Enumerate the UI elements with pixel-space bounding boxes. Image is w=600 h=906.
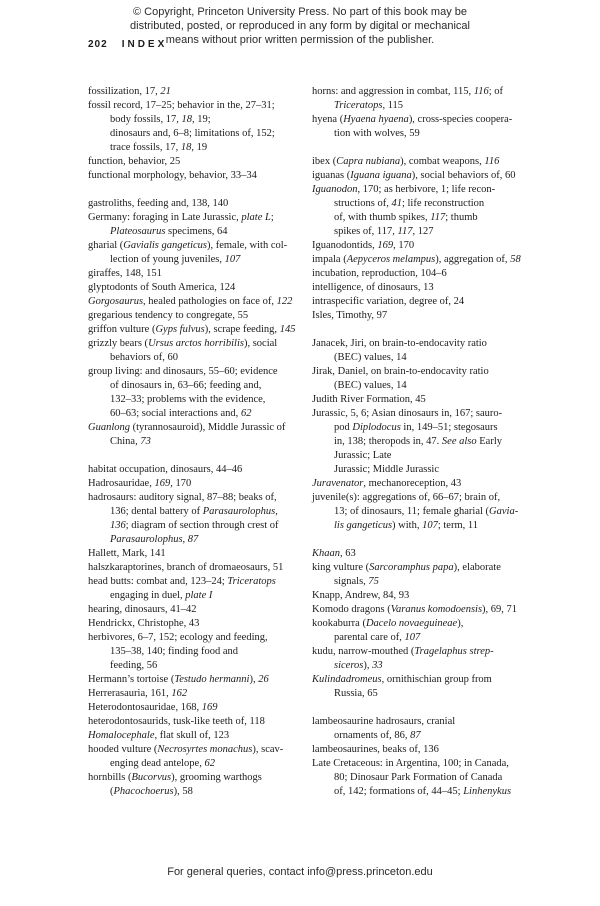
index-line	[312, 225, 536, 239]
index-line-italic-text: Tragelaphus strep-	[414, 646, 494, 657]
index-body	[88, 85, 548, 799]
index-line-italic-text: Necrosyrtes monachus	[157, 744, 253, 755]
index-line-text: of, with thumb spikes,	[334, 212, 431, 223]
index-line	[312, 337, 536, 351]
index-line-italic-text: Ursus arctos horribilis	[148, 338, 244, 349]
index-line	[312, 561, 536, 575]
index-line	[312, 99, 536, 113]
index-line	[88, 771, 312, 785]
index-line	[88, 561, 312, 575]
index-line-italic-text: 117	[430, 212, 446, 223]
index-line-text: ),	[249, 674, 259, 685]
index-line-text: function, behavior, 25	[88, 156, 181, 167]
index-line-text: in, 149–51; stegosaurs	[400, 422, 498, 433]
index-line	[312, 631, 536, 645]
index-line-text: , healed pathologies on face of,	[143, 296, 277, 307]
index-line	[312, 463, 536, 477]
index-line-text: (BEC) values, 14	[334, 352, 407, 363]
index-line-text: ), grooming warthogs	[171, 772, 262, 783]
index-line-italic-text: Guanlong	[88, 422, 130, 433]
index-line	[88, 323, 312, 337]
index-line-text: ,	[182, 534, 188, 545]
index-line-text: (BEC) values, 14	[334, 380, 407, 391]
index-line-text: ), elaborate	[453, 562, 501, 573]
index-line-italic-text: Varanus komodoensis	[390, 604, 483, 615]
index-line	[312, 365, 536, 379]
index-line-italic-text: 116	[473, 86, 489, 97]
index-line	[88, 603, 312, 617]
index-line	[88, 659, 312, 673]
index-line-text: Judith River Formation, 45	[312, 394, 426, 405]
index-line-text: functional morphology, behavior, 33–34	[88, 170, 257, 181]
index-line-text: gharial (	[88, 240, 124, 251]
index-line-italic-text: plate I	[185, 590, 213, 601]
index-line	[88, 687, 312, 701]
index-line-text: 60–63; social interactions and,	[110, 408, 241, 419]
index-line	[88, 589, 312, 603]
index-line-text: ), social	[243, 338, 278, 349]
index-heading: INDEX	[121, 39, 168, 50]
index-line-text: ;	[270, 212, 274, 223]
index-line-text: ),	[363, 660, 373, 671]
index-line-italic-text: Bucorvus	[131, 772, 172, 783]
index-line-text: Jurassic; Late	[334, 450, 392, 461]
index-line-italic-text: 116	[484, 156, 500, 167]
index-line-text: ), 69, 71	[482, 604, 518, 615]
index-line-text: ) with,	[392, 520, 423, 531]
index-line-text: ), female, with col-	[206, 240, 288, 251]
index-line-italic-text: Plateosaurus	[110, 226, 166, 237]
index-line-text: (	[110, 786, 114, 797]
index-line-italic-text: Diplodocus	[352, 422, 401, 433]
index-line-text: head butts: combat and, 123–24;	[88, 576, 228, 587]
index-line-text: Jurassic, 5, 6; Asian dinosaurs in, 167; sauro-	[312, 408, 503, 419]
index-line	[88, 477, 312, 491]
index-line	[312, 85, 536, 99]
index-line	[88, 421, 312, 435]
index-line-italic-text: Testudo hermanni	[174, 674, 250, 685]
copyright-notice-line: distributed, posted, or reproduced in any form by digital or mechanical	[130, 20, 470, 32]
index-line-italic-text: 62	[240, 408, 252, 419]
index-line	[88, 757, 312, 771]
index-line	[312, 771, 536, 785]
index-line-text: ), 58	[173, 786, 193, 797]
index-line	[88, 575, 312, 589]
index-line	[88, 673, 312, 687]
index-line-italic-text: Gavialis gangeticus	[123, 240, 207, 251]
index-line	[312, 155, 536, 169]
index-line-text: ; thumb	[445, 212, 478, 223]
index-line-italic-text: lis gangeticus	[334, 520, 393, 531]
index-line-italic-text: 58	[510, 254, 521, 265]
index-line-text: trace fossils, 17,	[110, 142, 181, 153]
index-line-text: specimens, 64	[165, 226, 228, 237]
index-line-italic-text: Phacochoerus	[113, 786, 174, 797]
index-line-text: kookaburra (	[312, 618, 366, 629]
index-line	[88, 127, 312, 141]
index-line-italic-text: 62	[204, 758, 215, 769]
index-line-text: ),	[457, 618, 464, 629]
index-line-italic-text: 169	[154, 478, 171, 489]
index-line-text: iguanas (	[312, 170, 351, 181]
index-line	[312, 407, 536, 421]
index-line	[88, 547, 312, 561]
index-line-text: body fossils, 17,	[110, 114, 182, 125]
index-line-italic-text: 136	[110, 520, 126, 531]
index-line	[312, 785, 536, 799]
index-line	[88, 407, 312, 421]
index-line	[312, 183, 536, 197]
index-line-text: gregarious tendency to congregate, 55	[88, 310, 249, 321]
index-line-text: hooded vulture (	[88, 744, 158, 755]
index-line-italic-text: 21	[160, 86, 171, 97]
index-line	[88, 211, 312, 225]
index-line	[88, 435, 312, 449]
index-line-text: Herrerasauria, 161,	[88, 688, 172, 699]
index-line-text: , 19	[191, 142, 208, 153]
index-line	[312, 491, 536, 505]
index-line	[88, 337, 312, 351]
index-line-italic-text: plate L	[241, 212, 271, 223]
index-line	[312, 645, 536, 659]
index-line-text: Isles, Timothy, 97	[312, 310, 388, 321]
index-line	[88, 113, 312, 127]
index-line	[88, 463, 312, 477]
index-line-text: of dinosaurs in, 63–66; feeding and,	[110, 380, 262, 391]
index-line-text: Iguanodontids,	[312, 240, 378, 251]
index-line	[312, 239, 536, 253]
index-line	[312, 687, 536, 701]
index-line	[312, 421, 536, 435]
index-line-text: intraspecific variation, degree of, 24	[312, 296, 465, 307]
index-line-text: habitat occupation, dinosaurs, 44–46	[88, 464, 243, 475]
index-line-text: , flat skull of, 123	[154, 730, 230, 741]
index-line-text: lambeosaurine hadrosaurs, cranial	[312, 716, 456, 727]
index-line	[88, 267, 312, 281]
index-line-text: tion with wolves, 59	[334, 128, 420, 139]
index-line-italic-text: Aepyceros melampus	[346, 254, 436, 265]
index-line-italic-text: Homalocephale	[88, 730, 155, 741]
index-line	[88, 701, 312, 715]
index-line-text: pod	[334, 422, 353, 433]
index-line-italic-text: 73	[140, 436, 151, 447]
index-line-text: Knapp, Andrew, 84, 93	[312, 590, 410, 601]
index-line-italic-text: 117	[397, 226, 413, 237]
index-line-italic-text: 107	[404, 632, 421, 643]
index-line-italic-text: Capra nubiana	[336, 156, 401, 167]
index-line-italic-text: 18	[180, 142, 192, 153]
index-line	[312, 253, 536, 267]
index-line-text: ; diagram of section through crest of	[125, 520, 279, 531]
index-line	[88, 715, 312, 729]
index-line-text: ,	[275, 506, 278, 517]
index-line-text: behaviors of, 60	[110, 352, 178, 363]
index-line	[88, 141, 312, 155]
index-line	[312, 505, 536, 519]
index-line	[88, 295, 312, 309]
index-line-text: hyena (	[312, 114, 344, 125]
index-line	[88, 309, 312, 323]
index-line-text: fossil record, 17–25; behavior in the, 27–31;	[88, 100, 275, 111]
index-line-text: , 115	[382, 100, 404, 111]
index-line-text: , 63	[340, 548, 356, 559]
index-line-text: herbivores, 6–7, 152; ecology and feeding,	[88, 632, 268, 643]
index-line-text: ), scav-	[252, 744, 284, 755]
index-line	[88, 491, 312, 505]
index-line	[312, 113, 536, 127]
index-line-italic-text: 122	[276, 296, 293, 307]
index-line	[312, 715, 536, 729]
index-line	[88, 617, 312, 631]
index-line-text: ), social behaviors of, 60	[411, 170, 516, 181]
copyright-notice-line: © Copyright, Princeton University Press. No part of this book may be	[133, 6, 467, 18]
index-column-right	[312, 85, 536, 799]
index-line-text: 132–33; problems with the evidence,	[110, 394, 266, 405]
index-line	[88, 99, 312, 113]
index-line	[88, 225, 312, 239]
index-line-text: horns: and aggression in combat, 115,	[312, 86, 474, 97]
index-line-italic-text: Gorgosaurus	[88, 296, 144, 307]
index-line	[88, 393, 312, 407]
page-number: 202	[88, 39, 108, 50]
index-line-text: ), scrape feeding,	[204, 324, 280, 335]
index-line-text: Hadrosauridae,	[88, 478, 155, 489]
index-line	[312, 211, 536, 225]
index-line	[312, 435, 536, 449]
index-line-italic-text: siceros	[334, 660, 364, 671]
index-line-text: juvenile(s): aggregations of, 66–67; brain of,	[312, 492, 501, 503]
index-line-text: griffon vulture (	[88, 324, 156, 335]
index-line	[88, 281, 312, 295]
index-line-text: gastroliths, feeding and, 138, 140	[88, 198, 229, 209]
index-line-italic-text: 162	[171, 688, 188, 699]
index-line-text: grizzly bears (	[88, 338, 149, 349]
index-line-italic-text: 33	[372, 660, 383, 671]
index-line	[312, 589, 536, 603]
index-line	[312, 351, 536, 365]
index-line-text: , ornithischian group from	[381, 674, 492, 685]
index-line	[312, 169, 536, 183]
index-line	[88, 505, 312, 519]
index-line	[88, 351, 312, 365]
index-line	[312, 379, 536, 393]
index-line-text: ), cross-species coopera-	[408, 114, 513, 125]
index-line	[88, 239, 312, 253]
index-line-text: fossilization, 17,	[88, 86, 161, 97]
index-line	[312, 127, 536, 141]
index-line-italic-text: Parasaurolophus	[202, 506, 276, 517]
index-line-italic-text: Iguana iguana	[350, 170, 412, 181]
index-line-text: structions of,	[334, 198, 392, 209]
index-line	[312, 449, 536, 463]
index-line-italic-text: 169	[201, 702, 218, 713]
index-column-left	[88, 85, 312, 799]
index-line-text: Hermann’s tortoise (	[88, 674, 175, 685]
index-line-text: 80; Dinosaur Park Formation of Canada	[334, 772, 503, 783]
index-line-text: glyptodonts of South America, 124	[88, 282, 236, 293]
index-line-italic-text: 107	[224, 254, 241, 265]
index-line-text: lection of young juveniles,	[110, 254, 225, 265]
index-line-italic-text: 107	[422, 520, 438, 531]
index-line	[312, 197, 536, 211]
index-line-text: , 170	[393, 240, 415, 251]
index-line-italic-text: 75	[368, 576, 379, 587]
index-line	[88, 533, 312, 547]
index-line-italic-text: Linhenykus	[463, 786, 512, 797]
index-line-italic-text: Hyaena hyaena	[343, 114, 409, 125]
index-line	[88, 743, 312, 757]
index-line	[312, 267, 536, 281]
index-line	[88, 155, 312, 169]
index-line	[88, 631, 312, 645]
index-line	[312, 617, 536, 631]
index-line-text: intelligence, of dinosaurs, 13	[312, 282, 434, 293]
index-line-italic-text: 87	[187, 534, 199, 545]
running-head	[88, 39, 167, 50]
index-line-italic-text: 41	[391, 198, 402, 209]
index-line-italic-text: Sarcoramphus papa	[369, 562, 454, 573]
index-line-text: Janacek, Jiri, on brain-to-endocavity ratio	[312, 338, 487, 349]
index-line-text: , 170; as herbivore, 1; life recon-	[357, 184, 496, 195]
index-line	[88, 729, 312, 743]
index-line	[88, 253, 312, 267]
index-line-italic-text: See also	[441, 436, 477, 447]
index-line-italic-text: Juravenator	[312, 478, 364, 489]
index-line-text: , 127	[412, 226, 434, 237]
index-line-italic-text: 145	[279, 324, 296, 335]
index-line	[312, 603, 536, 617]
index-line	[88, 519, 312, 533]
index-line-italic-text: 87	[410, 730, 421, 741]
index-line-text: Hallett, Mark, 141	[88, 548, 166, 559]
index-line-text: signals,	[334, 576, 369, 587]
index-line-text: 136; dental battery of	[110, 506, 203, 517]
index-line	[312, 575, 536, 589]
index-line	[88, 197, 312, 211]
index-line-text: of, 142; formations of, 44–45;	[334, 786, 464, 797]
index-line-text: Germany: foraging in Late Jurassic,	[88, 212, 242, 223]
index-line	[88, 785, 312, 799]
footer-contact: For general queries, contact info@press.princeton.edu	[167, 866, 433, 878]
index-line-text: incubation, reproduction, 104–6	[312, 268, 447, 279]
index-line-italic-text: Khaan	[312, 548, 341, 559]
index-line	[312, 743, 536, 757]
index-line-text: enging dead antelope,	[110, 758, 205, 769]
index-line-text: ; term, 11	[437, 520, 478, 531]
index-line-italic-text: Triceratops	[334, 100, 383, 111]
index-line-italic-text: 26	[258, 674, 269, 685]
index-line-text: lambeosaurines, beaks of, 136	[312, 744, 439, 755]
index-line-text: group living: and dinosaurs, 55–60; evidence	[88, 366, 278, 377]
index-line-text: hearing, dinosaurs, 41–42	[88, 604, 197, 615]
index-line	[312, 757, 536, 771]
index-line-text: giraffes, 148, 151	[88, 268, 162, 279]
index-line-text: halszkaraptorines, branch of dromaeosaurs, 51	[88, 562, 284, 573]
index-line	[312, 309, 536, 323]
index-line-text: ; of	[488, 86, 504, 97]
index-line-text: dinosaurs and, 6–8; limitations of, 152;	[110, 128, 275, 139]
index-line-text: parental care of,	[334, 632, 405, 643]
index-line	[88, 169, 312, 183]
index-line-text: spikes of, 117,	[334, 226, 398, 237]
index-line-text: kudu, narrow-mouthed (	[312, 646, 415, 657]
index-line-italic-text: Triceratops	[227, 576, 276, 587]
index-line-text: Hendrickx, Christophe, 43	[88, 618, 200, 629]
index-line-text: hornbills (	[88, 772, 132, 783]
index-line-text: China,	[110, 436, 141, 447]
index-line-text: ornaments of, 86,	[334, 730, 411, 741]
index-line-text: Jirak, Daniel, on brain-to-endocavity ratio	[312, 366, 489, 377]
index-line-text: Late Cretaceous: in Argentina, 100; in Canada,	[312, 758, 509, 769]
index-line-text: Early	[476, 436, 502, 447]
index-line-italic-text: Iguanodon	[312, 184, 358, 195]
index-line-text: , 170	[170, 478, 192, 489]
index-line	[312, 393, 536, 407]
index-line	[88, 85, 312, 99]
index-line-text: king vulture (	[312, 562, 370, 573]
index-line-text: in, 138; theropods in, 47.	[334, 436, 442, 447]
index-line-text: Jurassic; Middle Jurassic	[334, 464, 439, 475]
index-line	[312, 477, 536, 491]
index-line	[312, 673, 536, 687]
index-line-text: , 19;	[191, 114, 211, 125]
index-line-text: ; life reconstruction	[401, 198, 485, 209]
index-line-italic-text: Parasaurolophus	[110, 534, 183, 545]
index-line	[312, 295, 536, 309]
index-line	[312, 659, 536, 673]
index-line	[88, 365, 312, 379]
index-line-italic-text: Kulindadromeus	[312, 674, 382, 685]
index-line-text: ibex (	[312, 156, 337, 167]
index-line-text: , mechanoreception, 43	[363, 478, 462, 489]
index-line-italic-text: 169	[377, 240, 394, 251]
index-line-text: ), combat weapons,	[400, 156, 485, 167]
index-line-text: heterodontosaurids, tusk-like teeth of, 118	[88, 716, 265, 727]
index-line-text: feeding, 56	[110, 660, 158, 671]
index-line-italic-text: Gyps fulvus	[155, 324, 205, 335]
index-line-text: 13; of dinosaurs, 11; female gharial (	[334, 506, 490, 517]
index-line-italic-text: 18	[181, 114, 192, 125]
index-line	[88, 379, 312, 393]
index-line-text: ), aggregation of,	[435, 254, 511, 265]
index-line-text: Heterodontosauridae, 168,	[88, 702, 202, 713]
index-line	[312, 281, 536, 295]
index-line-text: hadrosaurs: auditory signal, 87–88; beaks of,	[88, 492, 277, 503]
index-line-italic-text: Gavia-	[489, 506, 519, 517]
index-line-text: (tyrannosauroid), Middle Jurassic of	[130, 422, 286, 433]
index-line	[312, 519, 536, 533]
index-line-italic-text: Dacelo novaeguineae	[365, 618, 458, 629]
index-line	[88, 645, 312, 659]
index-line-text: 135–38, 140; finding food and	[110, 646, 239, 657]
index-line-text: engaging in duel,	[110, 590, 186, 601]
copyright-notice-line: means without prior written permission of the publisher.	[165, 34, 435, 46]
index-line-text: Komodo dragons (	[312, 604, 391, 615]
index-line-text: Russia, 65	[334, 688, 378, 699]
index-line	[312, 547, 536, 561]
index-line-text: impala (	[312, 254, 347, 265]
index-line	[312, 729, 536, 743]
